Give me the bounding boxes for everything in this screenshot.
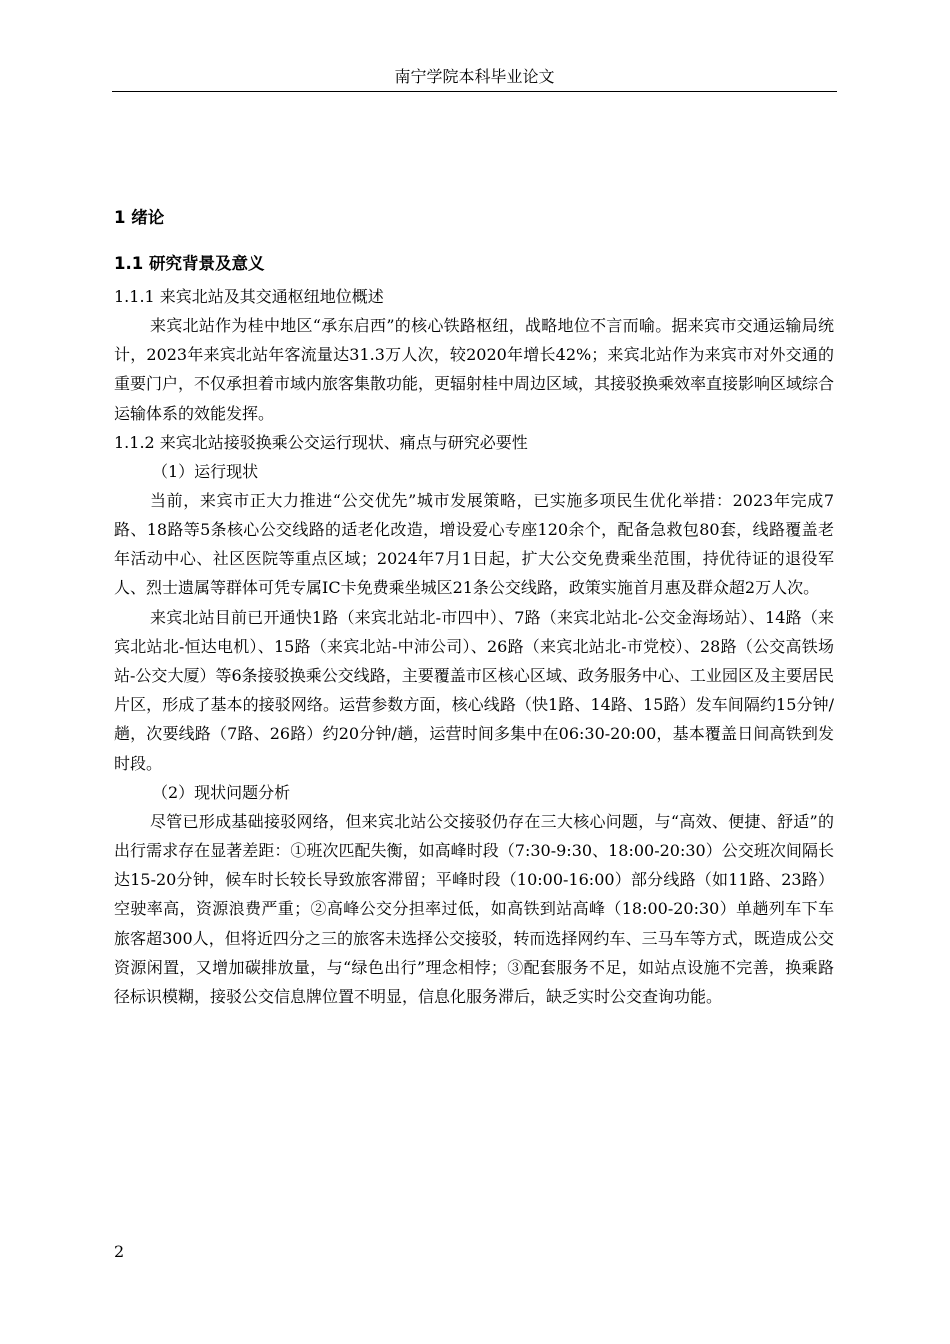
paragraph-2: 当前，来宾市正大力推进“公交优先”城市发展策略，已实施多项民生优化举措：2023年完成7路、18路等5条核心公交线路的适老化改造，增设爱心专座120余个，配备急救包80套，线路覆盖老年活动中心、社区医院等重点区域；2024年7月1日起，扩大公交免费乘坐范围，持优待证的退役军人、烈士遗属等群体可凭专属IC卡免费乘坐城区21条公交线路，政策实施首月惠及群众超2万人次。 bbox=[114, 490, 834, 598]
item-label-1: （1）运行现状 bbox=[152, 461, 259, 481]
chapter-title: 1 绪论 bbox=[114, 208, 165, 227]
page-header: 南宁学院本科毕业论文 bbox=[394, 67, 555, 86]
page-number: 2 bbox=[114, 1242, 125, 1261]
item-label-2: （2）现状问题分析 bbox=[152, 782, 291, 802]
section-title: 1.1 研究背景及意义 bbox=[114, 254, 265, 273]
subsection-title-2: 1.1.2 来宾北站接驳换乘公交运行现状、痛点与研究必要性 bbox=[114, 432, 528, 452]
document-body bbox=[114, 206, 834, 1011]
paragraph-3: 来宾北站目前已开通快1路（来宾北站北-市四中）、7路（来宾北站北-公交金海场站）、14路（来宾北站北-恒达电机）、15路（来宾北站-中沛公司）、26路（来宾北站北-市党校）、28路（公交高铁场站-公交大厦）等6条接驳换乘公交线路，主要覆盖市区核心区域、政务服务中心、工业园区及主要居民片区，形成了基本的接驳网络。运营参数方面，核心线路（快1路、14路、15路）发车间隔约15分钟/趟，次要线路（7路、26路）约20分钟/趟，运营时间多集中在06:30-20:00，基本覆盖日间高铁到发时段。 bbox=[114, 607, 834, 773]
paragraph-4: 尽管已形成基础接驳网络，但来宾北站公交接驳仍存在三大核心问题，与“高效、便捷、舒适”的出行需求存在显著差距：①班次匹配失衡，如高峰时段（7:30-9:30、18:00-20:30）公交班次间隔长达15-20分钟，候车时长较长导致旅客滞留；平峰时段（10:00-16:00）部分线路（如11路、23路）空驶率高，资源浪费严重；②高峰公交分担率过低，如高铁到站高峰（18:00-20:30）单趟列车下车旅客超300人，但将近四分之三的旅客未选择公交接驳，转而选择网约车、三马车等方式，既造成公交资源闲置，又增加碳排放量，与“绿色出行”理念相悖；③配套服务不足，如站点设施不完善，换乘路径标识模糊，接驳公交信息牌位置不明显，信息化服务滞后，缺乏实时公交查询功能。 bbox=[114, 811, 834, 1007]
subsection-title-1: 1.1.1 来宾北站及其交通枢纽地位概述 bbox=[114, 287, 384, 306]
paragraph-1: 来宾北站作为桂中地区“承东启西”的核心铁路枢纽，战略地位不言而喻。据来宾市交通运输局统计，2023年来宾北站年客流量达31.3万人次，较2020年增长42%；来宾北站作为来宾市对外交通的重要门户，不仅承担着市域内旅客集散功能，更辐射桂中周边区域，其接驳换乘效率直接影响区域综合运输体系的效能发挥。 bbox=[114, 316, 835, 423]
header-rule bbox=[112, 91, 837, 92]
